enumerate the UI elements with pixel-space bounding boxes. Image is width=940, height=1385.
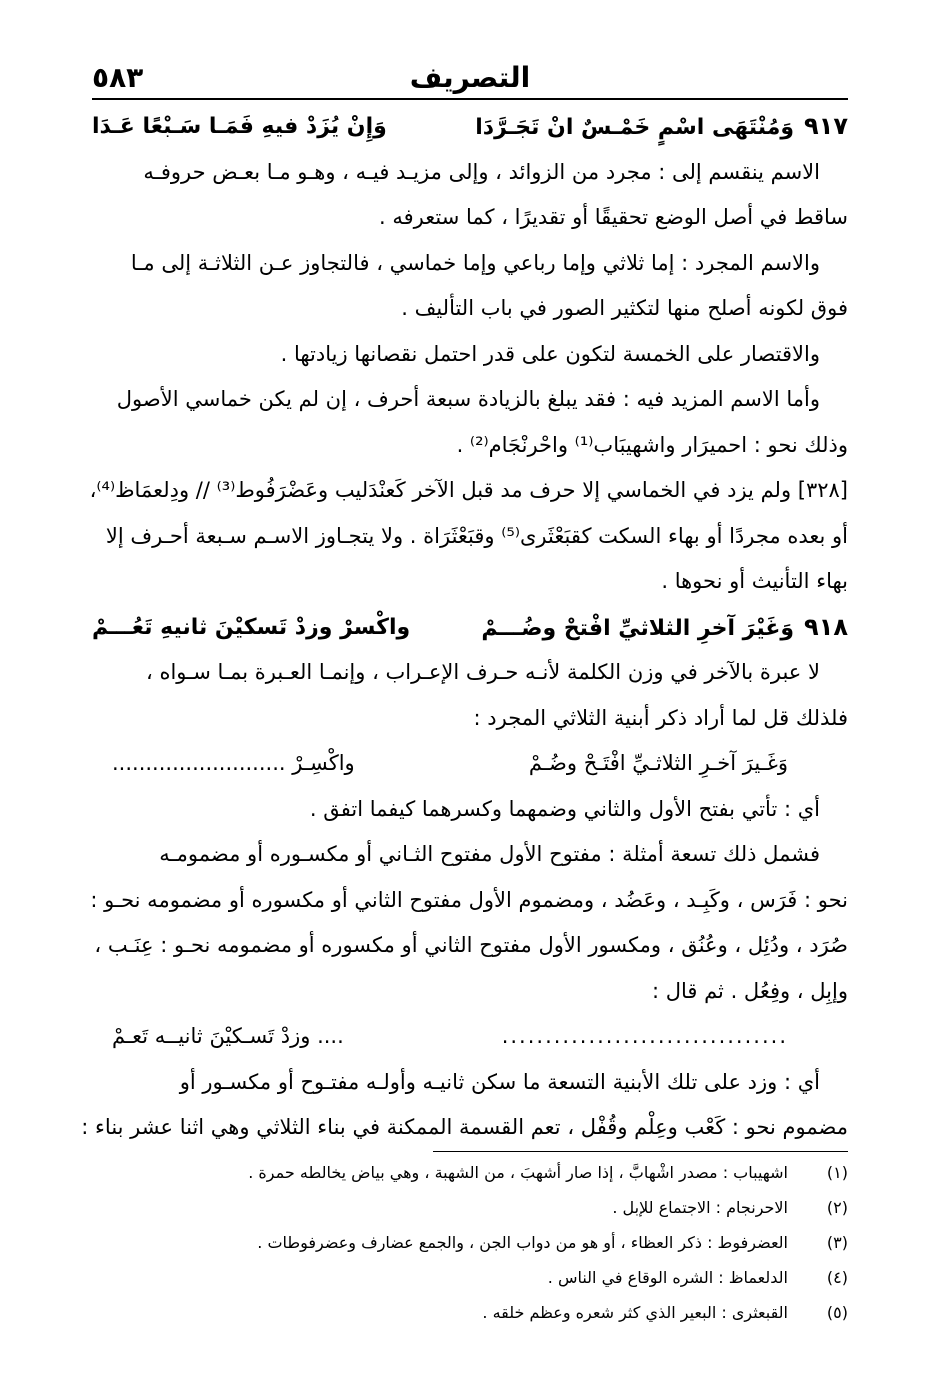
text-line: أي : تأتي بفتح الأول والثاني وضمهما وكسرهما كيفما اتفق . [309,796,820,821]
quoted-hemistich-second: واكْسِـرْ .......................... [112,751,355,775]
text-line: وأما الاسم المزيد فيه : فقد يبلغ بالزيادة سبعة أحرف ، إن لم يكن خماسي الأصول [116,387,820,411]
text-line: أي : وزد على تلك الأبنية التسعة ما سكن ثانيـه وأولـه مفتـوح أو مكسـور أو [179,1069,820,1094]
verse-line [92,104,848,150]
page-number: ٥٨٣ [92,61,144,94]
text-line: فوق لكونه أصلح منها لتكثير الصور في باب التأليف . [401,296,848,320]
footnote-text: الدلعماظ : الشره الوقاع في الناس . [547,1268,788,1287]
verse-hemistich-text: وَمُنْتَهَى اسْمٍ خَمْـسٌ انْ تَجَـرَّدَا [475,115,795,140]
header-rule [92,98,848,100]
footnote-text: الاحرنجام : الاجتماع للإبل . [612,1198,788,1217]
text-line: نحو : فَرَس ، وكَبِـد ، وعَضُد ، ومضموم الأول مفتوح الثاني أو مكسوره أو مضمومه نحـو : [90,887,848,912]
footnote-item [92,1225,848,1260]
text-line: أو بعده مجردًا أو بهاء السكت كقبَعْثَرى⁽⁵⁾ وقبَعْثَرَاة . ولا يتجـاوز الاسـم سـبعة أحـرف إلا [105,523,848,548]
text-line: والاقتصار على الخمسة لتكون على قدر احتمل نقصانها زيادتها . [280,341,820,366]
quoted-verse-line [92,741,848,787]
footnote-number: (٥) [826,1303,848,1322]
text-line: وإبِل ، وفِعُل . ثم قال : [651,978,848,1003]
footnote-number: (٤) [826,1268,848,1287]
footnote-rule [433,1151,848,1152]
quoted-hemistich-first: ................................. [501,1024,788,1048]
quoted-hemistich-second: .... وزدْ تَسـكيْنَ ثانيــه تَعـمْ [112,1024,344,1048]
verse-number: ٩١٨ [804,612,848,641]
footnotes [92,1155,848,1330]
quoted-verse-line [92,1014,848,1060]
quoted-hemistich-first: وَغَـيرَ آخـرِ الثلاثـيِّ افْتَـحْ وضُـمْ [528,751,788,775]
text-line: والاسم المجرد : إما ثلاثي وإما رباعي وإما خماسي ، فالتجاوز عـن الثلاثـة إلى مـا [130,250,820,275]
text-line: فشمل ذلك تسعة أمثلة : مفتوح الأول مفتوح الثـاني أو مكسـوره أو مضمومـه [159,842,820,866]
footnote-number: (٢) [826,1198,848,1217]
footnote-number: (١) [826,1163,848,1182]
verse-number: ٩١٧ [804,112,848,140]
verse-line [92,605,848,651]
text-line: صُرَد ، ودُئِل ، وعُنُق ، ومكسور الأول مفتوح الثاني أو مكسوره أو مضمومه نحـو : عِنَـب ، [94,933,848,957]
page-header [92,58,848,98]
text-line: مضموم نحو : كَعْب وعِلْم وقُفْل ، تعم القسمة الممكنة في بناء الثلاثي وهي اثنا عشر بناء : [81,1115,848,1139]
footnote-number: (٣) [826,1233,848,1252]
text-line: ساقط في أصل الوضع تحقيقًا أو تقديرًا ، كما ستعرفه . [379,205,848,229]
text-line: لا عبرة بالآخر في وزن الكلمة لأنـه حـرف الإعـراب ، وإنمـا العـبرة بمـا سـواه ، [146,660,820,684]
text-line: فلذلك قل لما أراد ذكر أبنية الثلاثي المجرد : [473,705,848,730]
verse-hemistich-first [475,104,848,150]
verse-hemistich-first [481,605,848,651]
text-line: وذلك نحو : احميرَار واشهيبَاب⁽¹⁾ واحْرنْجَام⁽²⁾ . [456,432,848,457]
footnote-item [92,1295,848,1330]
footnote-text: القبعثرى : البعير الذي كثر شعره وعظم خلقه . [482,1303,788,1322]
footnote-item [92,1155,848,1190]
footnote-text: العضرفوط : ذكر العظاء ، أو هو من دواب الجن ، والجمع عضارف وعضرفوطات . [257,1233,788,1252]
footnote-text: اشهيباب : مصدر اشْهابَّ ، إذا صار أشهبَ ، من الشهبة ، وهي بياض يخالطه حمرة . [248,1163,788,1182]
footnote-item [92,1260,848,1295]
page-title: التصريف [409,61,531,94]
text-line: [٣٢٨] ولم يزد في الخماسي إلا حرف مد قبل الآخر كَعنْدَليب وعَضْرَفُوط⁽³⁾ // ودِلعمَاظ⁽⁴⁾، [89,478,848,502]
footnote-item [92,1190,848,1225]
verse-hemistich-second: واكْسرْ وزدْ تَسكيْنَ ثانيهِ تَعُـــمْ [92,614,411,640]
text-line: بهاء التأنيث أو نحوها . [661,569,848,593]
body-text [81,104,848,1151]
verse-hemistich-text: وَغَيْرَ آخرِ الثلاثيِّ افْتحْ وضُـــمْ [481,615,795,641]
text-line: الاسم ينقسم إلى : مجرد من الزوائد ، وإلى مزيـد فيـه ، وهـو مـا بعـض حروفـه [143,159,820,184]
verse-hemistich-second: وَإِنْ يُزَدْ فيهِ فَمَـا سَـبْعًا عَـدَا [92,114,387,139]
